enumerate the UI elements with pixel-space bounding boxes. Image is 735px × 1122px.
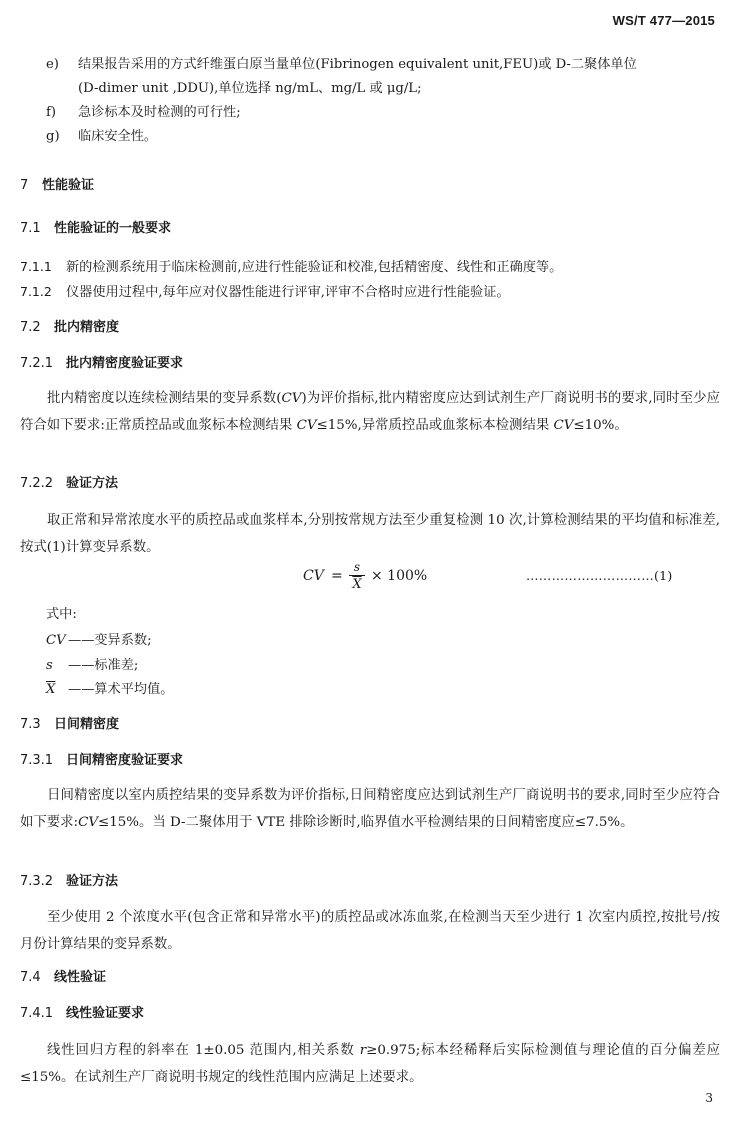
- list-item-text-line: 结果报告采用的方式纤维蛋白原当量单位(Fibrinogen equivalent unit,FEU)或 D-二聚体单位: [78, 57, 637, 72]
- clause-text: 仪器使用过程中,每年应对仪器性能进行评审,评审不合格时应进行性能验证。: [66, 285, 510, 300]
- symbol-cv: CV: [296, 418, 317, 433]
- where-def-cv: [46, 629, 152, 653]
- where-symbol: CV: [46, 633, 66, 648]
- page-number: 3: [705, 1091, 713, 1105]
- heading-title: 线性验证要求: [66, 1006, 145, 1021]
- section-heading-7-1: [20, 219, 171, 239]
- text-run: ≤15%。当 D-二聚体用于 VTE 排除诊断时,临界值水平检测结果的日间精密度应≤7.5%。: [98, 815, 634, 830]
- heading-title: 日间精密度验证要求: [66, 753, 184, 768]
- where-desc: ——变异系数;: [68, 633, 152, 648]
- heading-title: 线性验证: [54, 970, 107, 985]
- section-heading-7-3-1: [20, 751, 183, 771]
- heading-title: 验证方法: [66, 874, 119, 889]
- heading-number: 7.2.2: [20, 476, 54, 491]
- symbol-r: r: [359, 1043, 367, 1058]
- heading-title: 批内精密度: [54, 320, 120, 335]
- section-heading-7-3: [20, 715, 119, 735]
- text-run: 线性回归方程的斜率在 1±0.05 范围内,相关系数: [47, 1043, 360, 1058]
- heading-number: 7.3: [20, 717, 41, 732]
- equation-number: …………………………(1): [526, 568, 673, 583]
- text-run: ≥0.975;标本经稀释后实际检测值与理论值的百分偏差应≤15%。在试剂生产厂商说明书规定的线性范围内应满足上述要求。: [20, 1043, 720, 1085]
- clause-7-1-2: [20, 282, 720, 303]
- formula-lhs: CV: [303, 568, 324, 584]
- list-item-e: [46, 53, 726, 96]
- where-def-s: [46, 654, 138, 678]
- formula-equals: =: [331, 568, 343, 584]
- text-run: ≤10%。: [573, 418, 628, 433]
- paragraph-7-3-2: 至少使用 2 个浓度水平(包含正常和异常水平)的质控品或冰冻血浆,在检测当天至少进行 1 次室内质控,按批号/按月份计算结果的变异系数。: [20, 910, 720, 952]
- where-desc: ——标准差;: [68, 658, 139, 673]
- heading-number: 7.2: [20, 320, 41, 335]
- list-marker: f): [46, 105, 57, 120]
- text-run: ≤15%,异常质控品或血浆标本检测结果: [316, 418, 554, 433]
- heading-number: 7.3.2: [20, 874, 54, 889]
- where-desc: ——算术平均值。: [68, 682, 174, 697]
- list-item-g: [46, 125, 726, 149]
- where-def-x: [46, 678, 174, 702]
- section-heading-7-4: [20, 968, 106, 988]
- heading-number: 7.4.1: [20, 1006, 54, 1021]
- formula-cv: [303, 560, 503, 604]
- heading-title: 日间精密度: [54, 717, 120, 732]
- list-item-f: [46, 101, 726, 125]
- list-item-text-line: (D-dimer unit ,DDU),单位选择 ng/mL、mg/L 或 μg/L;: [78, 81, 422, 96]
- section-heading-7-3-2: [20, 872, 118, 892]
- heading-title: 性能验证: [42, 178, 95, 193]
- paragraph-7-2-2: 取正常和异常浓度水平的质控品或血浆样本,分别按常规方法至少重复检测 10 次,计算检测结果的平均值和标准差,按式(1)计算变异系数。: [20, 513, 720, 555]
- clause-7-1-1: [20, 257, 720, 278]
- formula-numerator: s: [353, 560, 361, 574]
- paragraph-7-4-1: [20, 1037, 720, 1091]
- where-symbol: $\overline{X}$: [46, 682, 56, 697]
- clause-number: 7.1.1: [20, 259, 52, 274]
- heading-number: 7.2.1: [20, 356, 54, 371]
- section-heading-7: [20, 176, 94, 196]
- symbol-cv: CV: [553, 418, 574, 433]
- paragraph-7-2-1: [20, 385, 720, 439]
- standard-code: WS/T 477—2015: [612, 13, 715, 28]
- heading-number: 7: [20, 178, 29, 193]
- clause-number: 7.1.2: [20, 284, 52, 299]
- where-intro: 式中:: [46, 607, 77, 622]
- heading-number: 7.3.1: [20, 753, 54, 768]
- formula-denominator: X: [352, 577, 362, 592]
- clause-text: 新的检测系统用于临床检测前,应进行性能验证和校准,包括精密度、线性和正确度等。: [66, 260, 563, 275]
- text-run: 批内精密度以连续检测结果的变异系数(: [47, 391, 282, 406]
- heading-title: 验证方法: [66, 476, 119, 491]
- where-symbol: s: [46, 658, 53, 673]
- section-heading-7-4-1: [20, 1004, 144, 1024]
- heading-number: 7.1: [20, 221, 41, 236]
- section-heading-7-2-1: [20, 354, 183, 374]
- section-heading-7-2-2: [20, 474, 118, 494]
- symbol-cv: CV: [281, 391, 302, 406]
- list-marker: g): [46, 129, 60, 144]
- symbol-cv: CV: [78, 815, 98, 830]
- list-item-text-line: 临床安全性。: [78, 129, 158, 144]
- list-marker: e): [46, 57, 59, 72]
- text-run: )为评价指标,批内精密度应达到试剂生产厂商说明书的要求,同时至少应符合如下要求:正常质控品或血浆标本检测结果: [20, 391, 720, 433]
- section-heading-7-2: [20, 318, 119, 338]
- paragraph-7-3-1: [20, 782, 720, 836]
- heading-number: 7.4: [20, 970, 41, 985]
- list-item-text-line: 急诊标本及时检测的可行性;: [78, 105, 241, 120]
- heading-title: 批内精密度验证要求: [66, 356, 184, 371]
- fraction-bar: [349, 575, 365, 576]
- text-run: 日间精密度以室内质控结果的变异系数为评价指标,日间精密度应达到试剂生产厂商说明书的要求,同时至少应符合如下要求:: [20, 788, 720, 830]
- heading-title: 性能验证的一般要求: [54, 221, 172, 236]
- formula-rest: × 100%: [371, 568, 428, 584]
- formula-fraction: [349, 560, 365, 593]
